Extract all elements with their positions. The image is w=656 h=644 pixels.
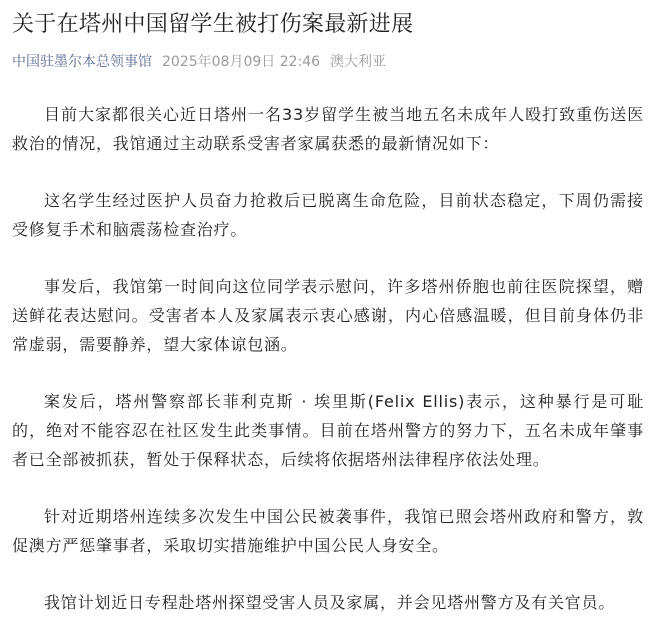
article-paragraph: 我馆计划近日专程赴塔州探望受害人员及家属，并会见塔州警方及有关官员。	[44, 593, 616, 612]
publish-region: 澳大利亚	[330, 54, 387, 70]
account-name-link[interactable]: 中国驻墨尔本总领事馆	[12, 54, 152, 70]
article-body	[12, 100, 644, 617]
article-paragraph: 针对近期塔州连续多次发生中国公民被袭事件，我馆已照会塔州政府和警方，敦促澳方严惩肇事者，采取切实措施维护中国公民人身安全。	[12, 507, 644, 555]
article-paragraph: 案发后，塔州警察部长菲利克斯 · 埃里斯(Felix Ellis)表示，这种暴行是可耻的，绝对不能容忍在社区发生此类事情。目前在塔州警方的努力下，五名未成年肇事者已全部被抓获，暂处于保释状态，后续将依据塔州法律程序依法处理。	[12, 392, 644, 469]
article-paragraph: 这名学生经过医护人员奋力抢救后已脱离生命危险，目前状态稳定，下周仍需接受修复手术和脑震荡检查治疗。	[12, 191, 644, 239]
publish-datetime: 2025年08月09日 22:46	[162, 54, 321, 70]
article-title: 关于在塔州中国留学生被打伤案最新进展	[12, 12, 414, 37]
article-paragraph: 事发后，我馆第一时间向这位同学表示慰问，许多塔州侨胞也前往医院探望，赠送鲜花表达慰问。受害者本人及家属表示衷心感谢，内心倍感温暖，但目前身体仍非常虚弱，需要静养，望大家体谅包涵。	[12, 277, 644, 354]
article-meta	[12, 52, 644, 72]
article-paragraph: 目前大家都很关心近日塔州一名33岁留学生被当地五名未成年人殴打致重伤送医救治的情况，我馆通过主动联系受害者家属获悉的最新情况如下：	[12, 105, 644, 153]
